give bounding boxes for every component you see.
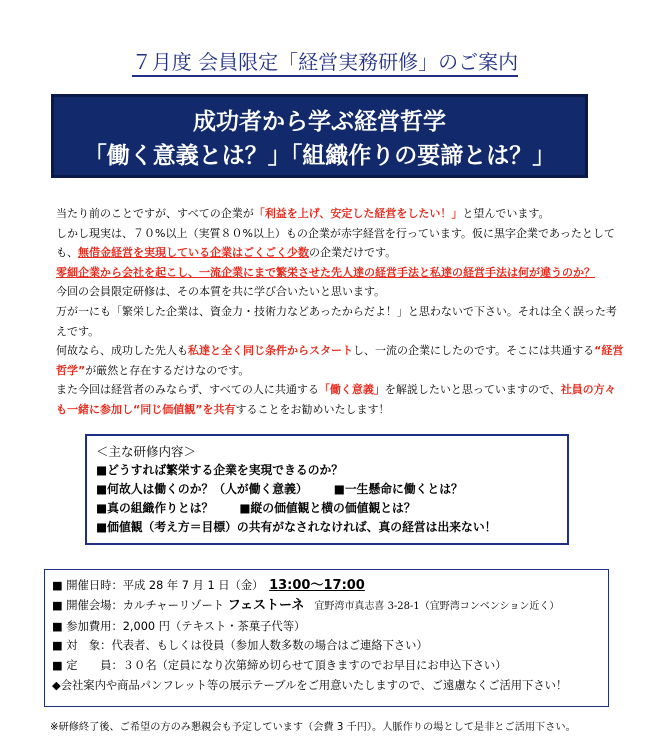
intro-paragraph: 今回の会員限定研修は、その本質を共に学び合いたいと思います。 [56, 285, 386, 299]
page-title: ７月度 会員限定「経営実務研修」のご案内 [0, 46, 650, 75]
venue-address: 宜野湾市真志喜 3-28-1（宜野湾コンベンション近く） [314, 600, 560, 612]
footnote: ※研修終了後、ご希望の方のみ懇親会も予定しています（会費 3 千円）。人脈作りの場として是非とご活用下さい。 [50, 722, 576, 733]
detail-fee: ■ 参加費用：2,000 円（テキスト・茶菓子代等） [52, 619, 306, 633]
detail-display-table: ◆会社案内や商品パンフレット等の展示テーブルをご用意いたしますので、ご遠慮なくご活用下さい！ [52, 678, 568, 692]
training-heading: ＜主な研修内容＞ [96, 444, 197, 459]
detail-time: 13:00～17:00 [269, 578, 365, 593]
detail-venue: ■ 開催会場：カルチャーリゾート フェストーネ 宜野湾市真志喜 3-28-1（宜野湾コンベンション近く） [52, 597, 560, 613]
intro-paragraph: しかし現実は、７０%以上（実質８０%以上）もの企業が赤字経営を行っています。仮に黒字企業であったとしても、無借金経営を実現している企業はごくごく少数の企業だけです。 [56, 226, 615, 260]
training-row [96, 480, 567, 499]
training-item: ■どうすれば繁栄する企業を実現できるのか？ [96, 463, 344, 477]
intro-paragraph: 零細企業から会社を起こし、一流企業にまで繁栄させた先人達の経営手法と私達の経営手法は何が違うのか？ [56, 265, 595, 279]
intro-text [56, 204, 624, 420]
intro-paragraph: また今回は経営者のみならず、すべての人に共通する「働く意義」を解説したいと思っていますので、社員の方々も一緒に参加し“同じ価値観”を共有することをお勧めいたします！ [56, 383, 616, 416]
detail-target: ■ 対 象：代表者、もしくは役員（参加人数多数の場合はご連絡下さい） [52, 639, 428, 653]
training-item: ■何故人は働くのか？（人が働く意義） [96, 482, 308, 496]
detail-date: ■ 開催日時：平成 28 年 7 月 1 日（金） 13:00～17:00 [52, 578, 365, 593]
headline-banner [51, 94, 588, 178]
training-contents-box [85, 434, 569, 545]
training-item: ■縦の価値観と横の価値観とは？ [239, 501, 416, 515]
training-row [96, 499, 567, 518]
venue-name: フェストーネ [227, 597, 305, 613]
training-item: ■真の組織作りとは？ [96, 501, 214, 515]
banner-line-1: 成功者から学ぶ経営哲学 [193, 108, 446, 135]
intro-paragraph: 何故なら、成功した先人も私達と全く同じ条件からスタートし、一流の企業にしたのです。そこには共通する“経営哲学”が厳然と存在するだけなのです。 [56, 344, 624, 377]
banner-line-2: 「働く意義とは？」「組織作りの要諦とは？」 [83, 142, 556, 169]
training-item: ■価値観（考え方＝目標）の共有がなされなければ、真の経営は出来ない！ [96, 520, 497, 534]
training-item: ■一生懸命に働くとは？ [333, 482, 463, 496]
intro-paragraph: 当たり前のことですが、すべての企業が「利益を上げ、安定した経営をしたい！」と望んでいます。 [56, 207, 550, 220]
detail-capacity: ■ 定 員：３０名（定員になり次第締め切らせて頂きますのでお早目にお申込下さい） [52, 659, 507, 673]
intro-paragraph: 万が一にも「繁栄した企業は、資金力・技術力などあったからだよ！」と思わないで下さい。それは全く誤った考えです。 [56, 304, 617, 338]
event-details-box [44, 569, 609, 707]
